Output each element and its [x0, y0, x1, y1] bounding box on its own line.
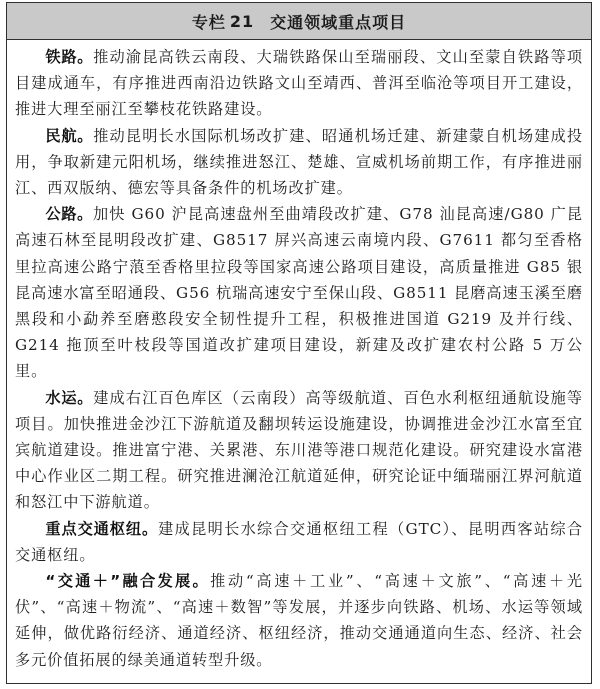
section-label: 铁路。	[45, 48, 94, 66]
section-aviation	[15, 123, 583, 202]
section-railway	[15, 44, 583, 123]
section-label: 水运。	[45, 388, 94, 407]
section-text: 加快 G60 沪昆高速盘州至曲靖段改扩建、G78 汕昆高速/G80 广昆高速石林至昆明段改扩建、G8517 屏兴高速云南境内段、G7611 都匀至香格里拉高速公路宁蒗至香格里拉段等国家高速公路项目建设，高质量推进 G85 银昆高速水富至昭通段、G56 杭瑞高速安宁至保山段、G8511 昆磨高速玉溪至磨黑段和小勐养至磨憨段安全韧性提升工程，积极推进国道 G219 及并行线、G214 拖顶至叶枝段等国道改扩建项目建设，新建及改扩建农村公路 5 万公里。	[15, 205, 584, 381]
column-header	[7, 3, 591, 40]
column-prefix: 专栏	[191, 12, 226, 32]
section-label: 重点交通枢纽。	[45, 519, 159, 538]
column-title: 交通领域重点项目	[270, 12, 407, 32]
section-text: 建成昆明长水综合交通枢纽工程（GTC）、昆明西客站综合交通枢纽。	[15, 519, 583, 564]
project-column-box	[6, 2, 592, 684]
section-label: “交通＋”融合发展。	[45, 572, 211, 591]
column-number: 21	[229, 11, 255, 31]
section-integration	[15, 568, 583, 673]
section-hub	[15, 516, 583, 568]
section-label: 公路。	[45, 205, 94, 224]
section-text: 建成右江百色库区（云南段）高等级航道、百色水利枢纽通航设施等项目。加快推进金沙江下游航道及翻坝转运设施建设，协调推进金沙江水富至宜宾航道建设。推进富宁港、关累港、东川港等港口规范化建设。研究建设水富港中心作业区二期工程。研究推进澜沧江航道延伸，研究论证中缅瑞丽江界河航道和怒江中下游航道。	[15, 388, 584, 512]
section-waterway	[15, 385, 583, 516]
section-text: 推动“高速＋工业”、“高速＋文旅”、“高速＋光伏”、“高速＋物流”、“高速＋数智”等发展，并逐步向铁路、机场、水运等领域延伸，做优路衍经济、通道经济、枢纽经济，推动交通通道向生态、经济、社会多元价值拓展的绿美通道转型升级。	[15, 572, 583, 669]
section-text: 推动渝昆高铁云南段、大瑞铁路保山至瑞丽段、文山至蒙自铁路等项目建成通车，有序推进西南沿边铁路文山至靖西、普洱至临沧等项目开工建设，推进大理至丽江至攀枝花铁路建设。	[15, 48, 584, 119]
column-content	[7, 40, 591, 673]
section-label: 民航。	[45, 126, 94, 145]
section-highway	[15, 201, 583, 384]
section-text: 推动昆明长水国际机场改扩建、昭通机场迁建、新建蒙自机场建成投用，争取新建元阳机场，继续推进怒江、楚雄、宣威机场前期工作，有序推进丽江、西双版纳、德宏等具备条件的机场改扩建。	[15, 126, 584, 198]
